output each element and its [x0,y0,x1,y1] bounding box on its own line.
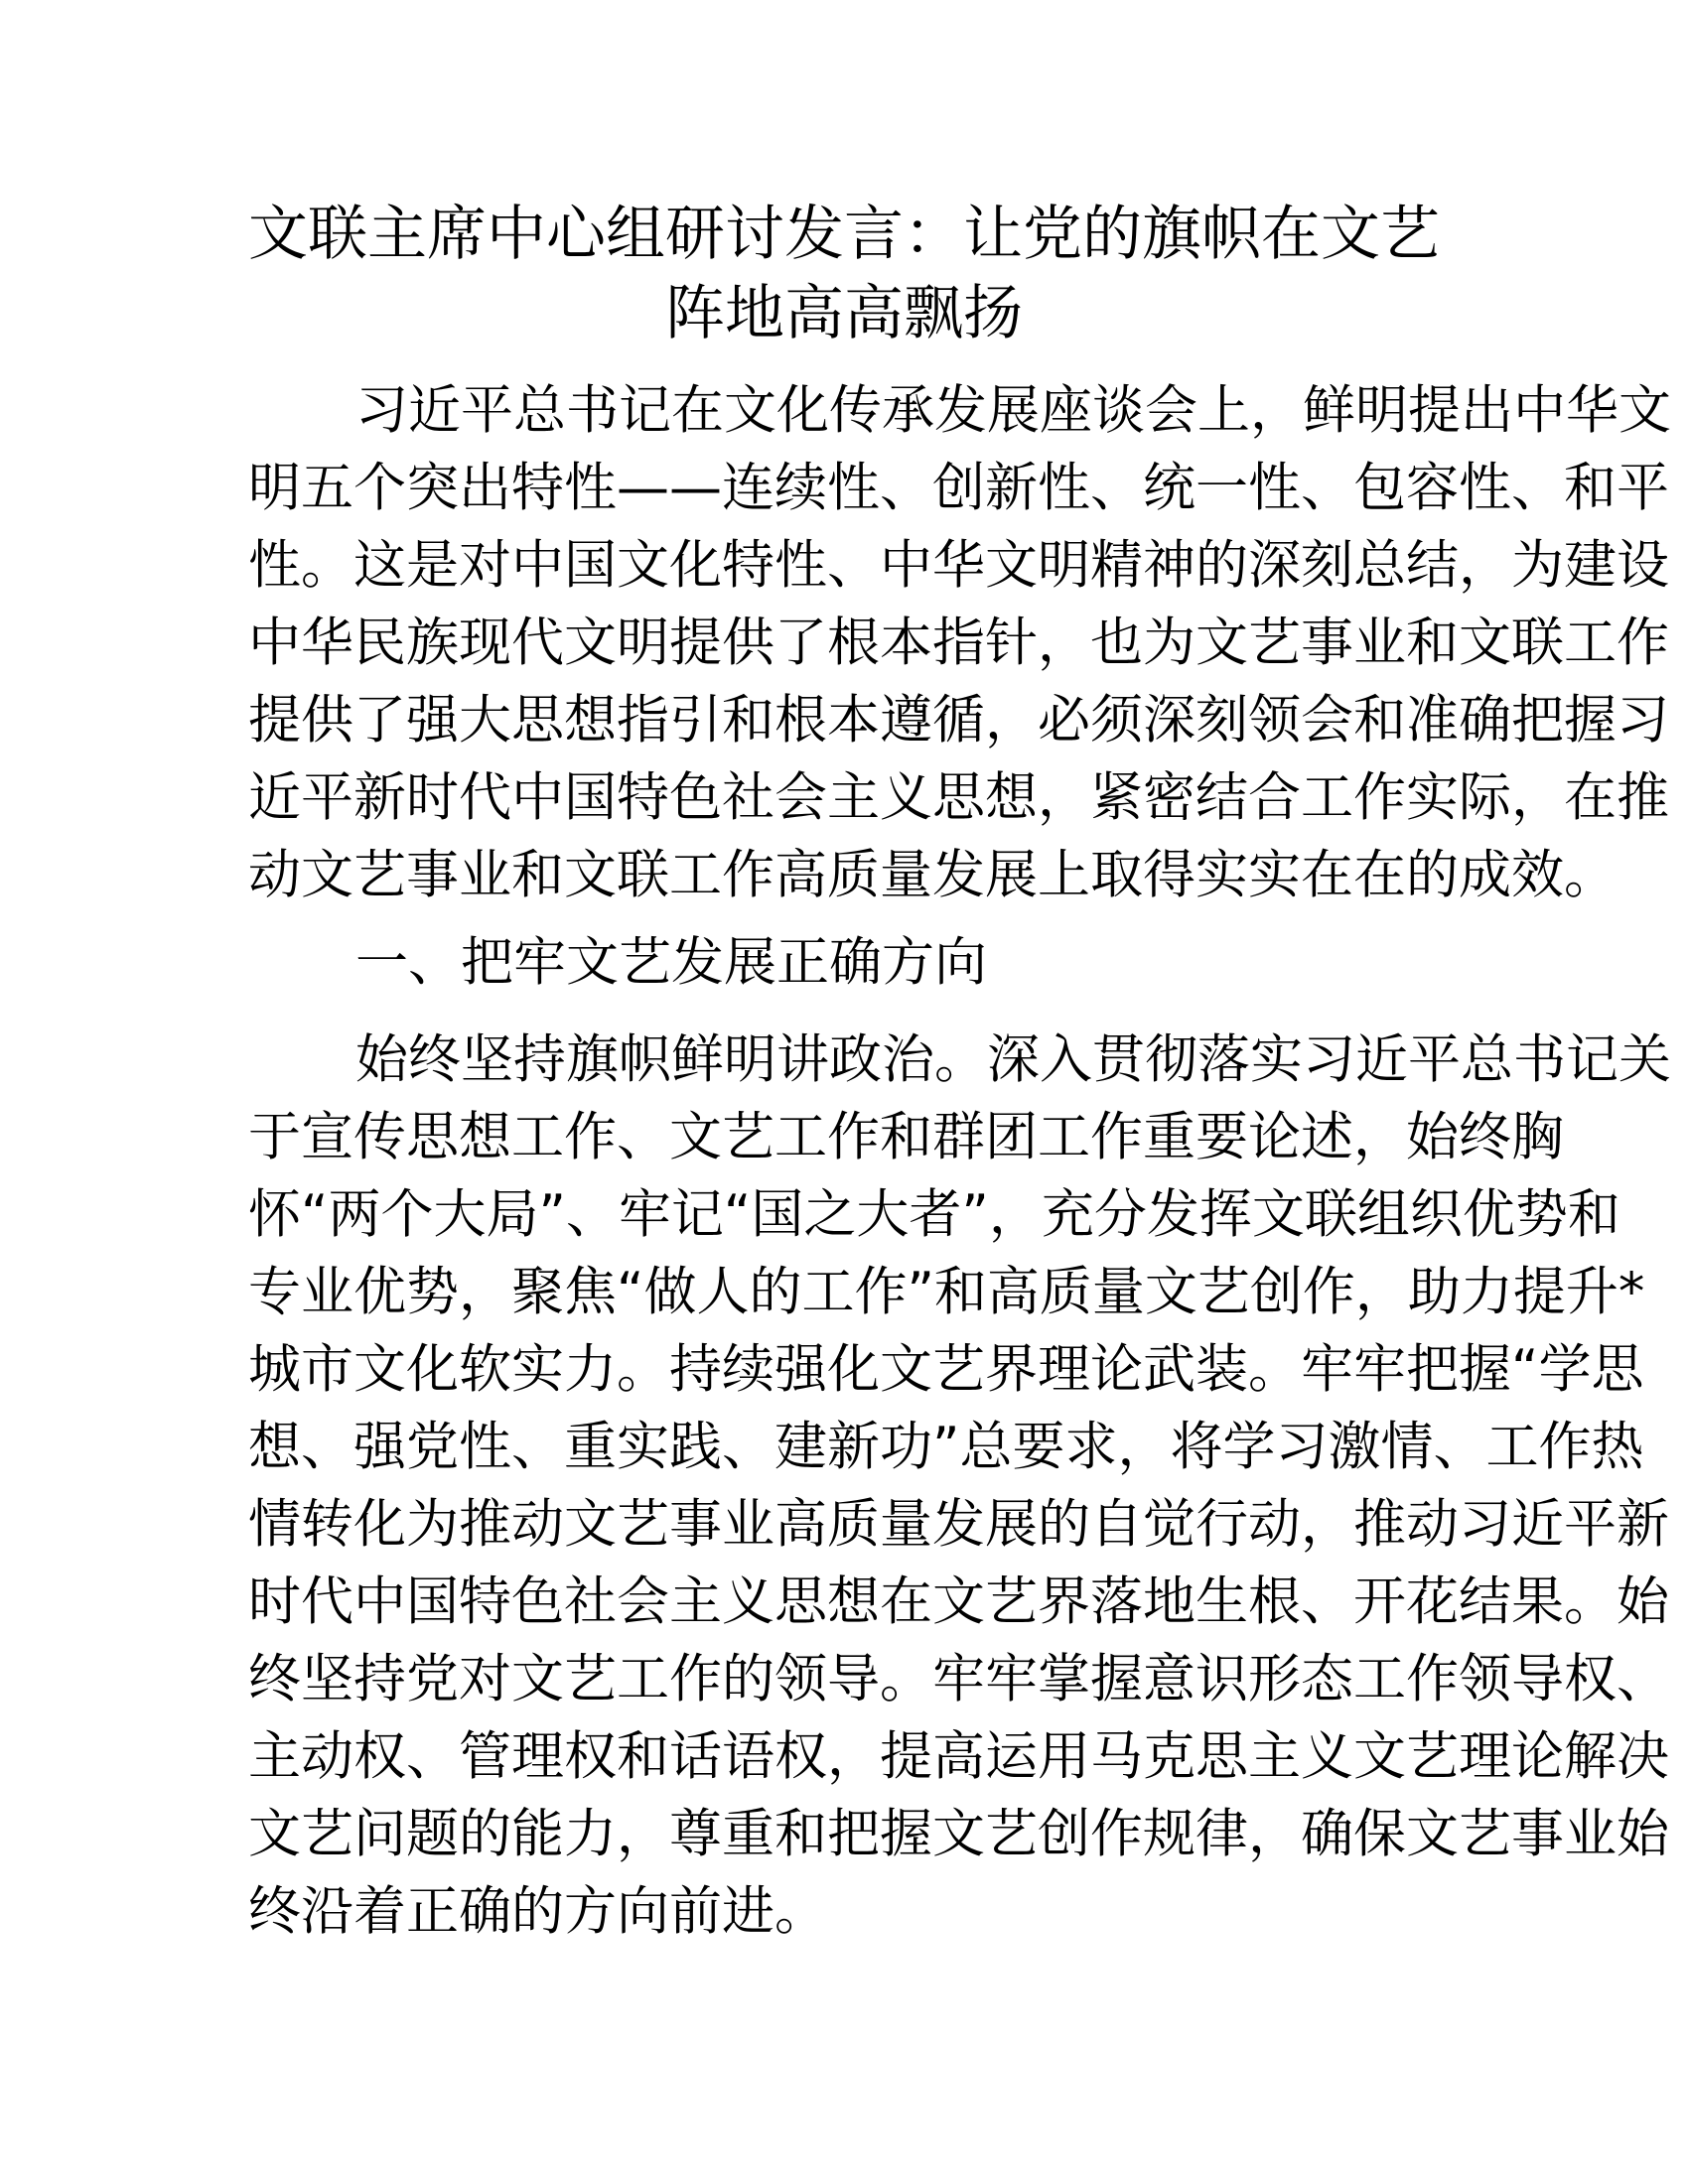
text-line: 性。这是对中国文化特性、中华文明精神的深刻总结，为建设 [248,535,1669,596]
section-paragraph [248,1022,1671,1951]
text-line: 中华民族现代文明提供了根本指针，也为文艺事业和文联工作 [248,613,1669,673]
intro-paragraph [248,372,1671,914]
text-line: 动文艺事业和文联工作高质量发展上取得实实在在的成效。 [248,845,1617,905]
text-line: 于宣传思想工作、文艺工作和群团工作重要论述，始终胸 [248,1107,1564,1167]
text-line: 文艺问题的能力，尊重和把握文艺创作规律，确保文艺事业始 [248,1804,1669,1864]
heading-text: 一、把牢文艺发展正确方向 [355,932,987,993]
title-line: 阵地高高飘扬 [665,279,1023,348]
text-line: 始终坚持旗帜鲜明讲政治。深入贯彻落实习近平总书记关 [355,1029,1671,1090]
text-line: 近平新时代中国特色社会主义思想，紧密结合工作实际，在推 [248,767,1669,828]
document-title [199,195,1489,353]
text-line: 怀“两个大局”、牢记“国之大者”，充分发挥文联组织优势和 [248,1184,1620,1245]
text-line: 时代中国特色社会主义思想在文艺界落地生根、开花结果。始 [248,1571,1669,1632]
text-line: 终沿着正确的方向前进。 [248,1881,827,1942]
text-line: 专业优势，聚焦“做人的工作”和高质量文艺创作，助力提升* [248,1262,1645,1322]
title-line: 文联主席中心组研讨发言：让党的旗帜在文艺 [248,200,1440,269]
text-line: 主动权、管理权和话语权，提高运用马克思主义文艺理论解决 [248,1726,1669,1787]
text-line: 明五个突出特性——连续性、创新性、统一性、包容性、和平 [248,458,1669,518]
text-line: 想、强党性、重实践、建新功”总要求，将学习激情、工作热 [248,1417,1644,1477]
text-line: 终坚持党对文艺工作的领导。牢牢掌握意识形态工作领导权、 [248,1649,1669,1709]
text-line: 习近平总书记在文化传承发展座谈会上，鲜明提出中华文 [355,380,1671,441]
text-line: 情转化为推动文艺事业高质量发展的自觉行动，推动习近平新 [248,1494,1669,1555]
section-heading [248,924,1426,1002]
text-line: 城市文化软实力。持续强化文艺界理论武装。牢牢把握“学思 [248,1339,1644,1400]
text-line: 提供了强大思想指引和根本遵循，必须深刻领会和准确把握习 [248,690,1669,751]
